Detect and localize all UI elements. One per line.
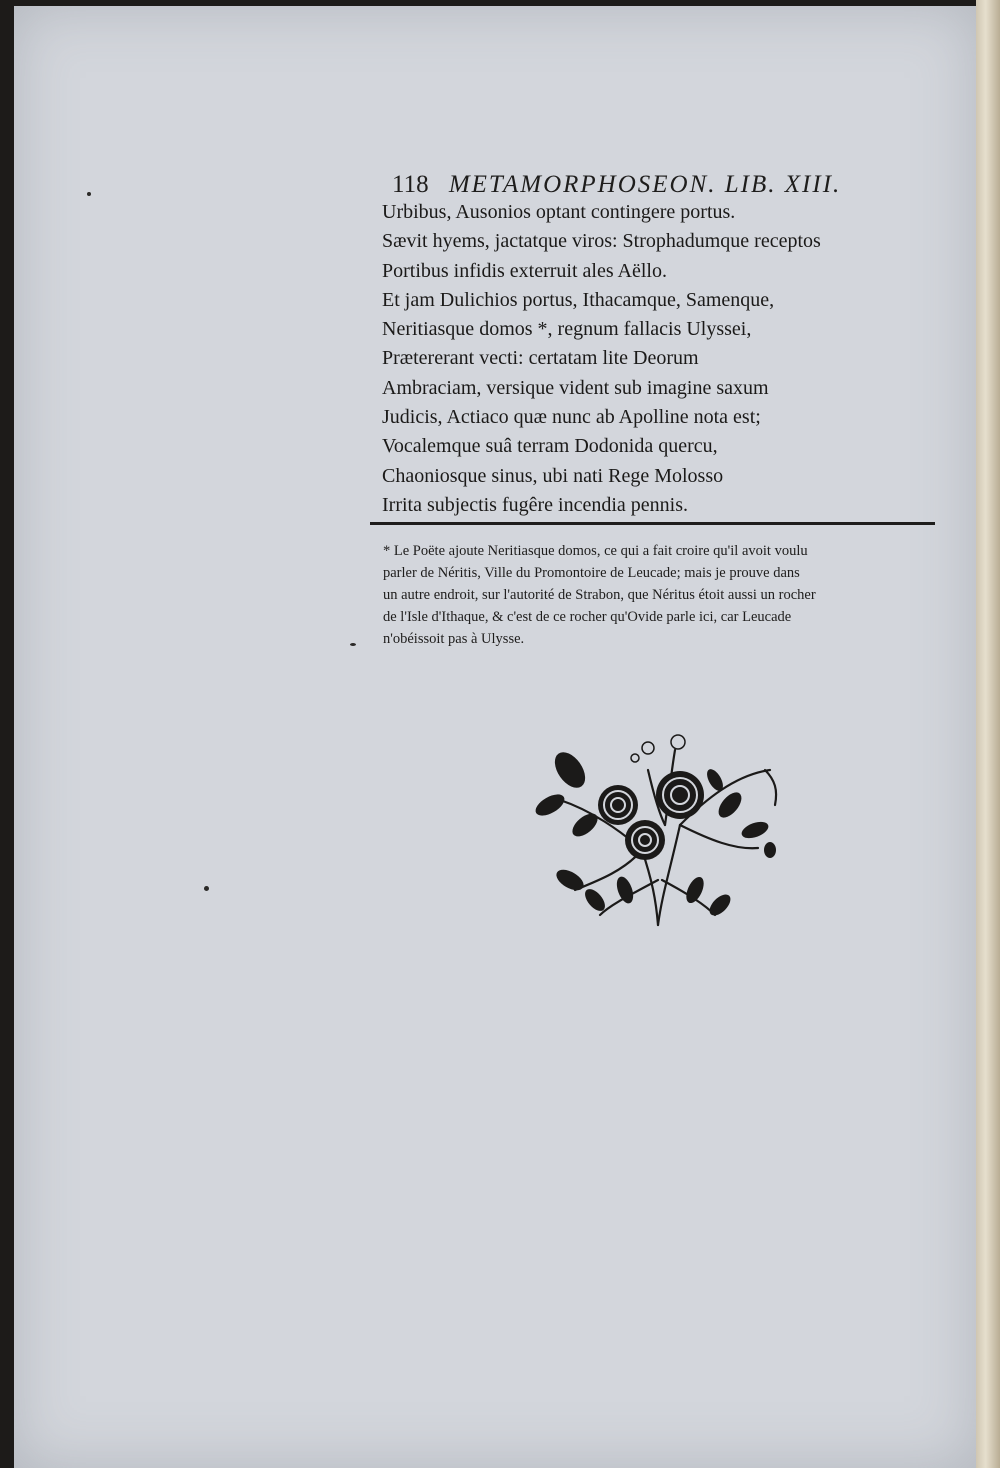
verse-line: Judicis, Actiaco quæ nunc ab Apolline nota est; [382,406,761,429]
book-spine-edge [976,0,1000,1468]
footnote-line: un autre endroit, sur l'autorité de Strabon, que Néritus étoit aussi un rocher [383,587,816,603]
page-number: 118 [392,171,429,198]
running-head [392,171,892,199]
floral-bouquet-icon [530,730,785,930]
verse-line: Vocalemque suâ terram Dodonida quercu, [382,435,718,458]
paper-speck [204,886,209,891]
paper-speck [350,643,356,646]
paper-speck [87,192,91,196]
footnote-rule [370,522,935,525]
verse-block [382,198,942,520]
verse-line: Urbibus, Ausonios optant contingere portus. [382,201,736,223]
verse-line: Prætererant vecti: certatam lite Deorum [382,347,699,370]
footnote-line: * Le Poëte ajoute Neritiasque domos, ce qui a fait croire qu'il avoit voulu [383,543,808,559]
footnote-line: de l'Isle d'Ithaque, & c'est de ce rocher qu'Ovide parle ici, car Leucade [383,609,792,625]
verse-line: Irrita subjectis fugêre incendia pennis. [382,493,688,516]
verse-line: Ambraciam, versique vident sub imagine saxum [382,376,769,399]
verse-line: Chaoniosque sinus, ubi nati Rege Molosso [382,464,724,487]
verse-line: Portibus infidis exterruit ales Aëllo. [382,259,667,282]
footnote-line: n'obéissoit pas à Ulysse. [383,631,525,647]
verse-line: Sævit hyems, jactatque viros: Strophadumque receptos [382,230,821,253]
footnote-line: parler de Néritis, Ville du Promontoire de Leucade; mais je prouve dans [383,565,800,581]
verse-line: Neritiasque domos *, regnum fallacis Ulyssei, [382,318,752,341]
footnote [383,540,943,650]
verse-line: Et jam Dulichios portus, Ithacamque, Samenque, [382,288,775,311]
book-title: METAMORPHOSEON. LIB. XIII. [448,171,842,198]
